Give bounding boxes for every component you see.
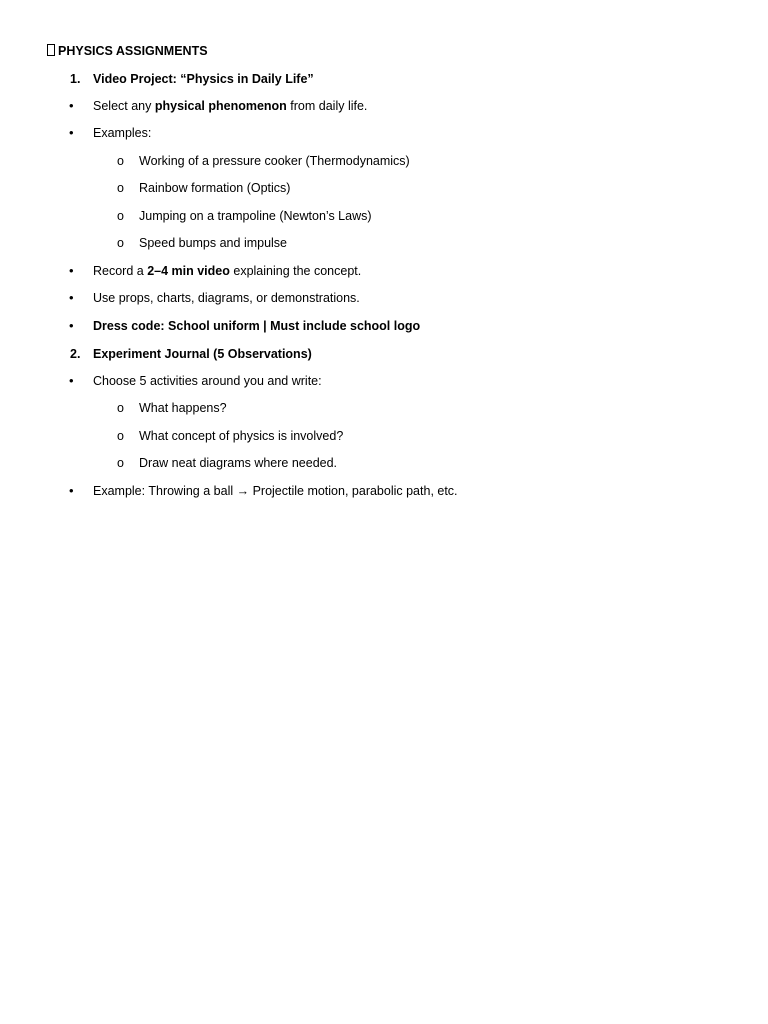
sub-bullet-marker: o [117, 181, 124, 195]
list-number-1: 1. [70, 72, 81, 86]
record-text-pre: Record a [93, 264, 148, 278]
bullet-marker: • [69, 263, 74, 278]
list-item-select [93, 98, 367, 114]
list-item-record [93, 263, 361, 279]
list-item-choose: Choose 5 activities around you and write: [93, 374, 322, 388]
sub-bullet-marker: o [117, 401, 124, 415]
section2-heading: Experiment Journal (5 Observations) [93, 347, 312, 361]
question-item: Draw neat diagrams where needed. [139, 456, 338, 470]
page-title [47, 43, 208, 59]
select-text-pre: Select any [93, 99, 155, 113]
example-item: Working of a pressure cooker (Thermodynamics) [139, 154, 410, 168]
list-item-dress-code: Dress code: School uniform | Must include school logo [93, 319, 421, 333]
select-text-bold: physical phenomenon [154, 99, 287, 113]
record-text-bold: 2–4 min video [147, 264, 230, 278]
sub-bullet-marker: o [117, 209, 124, 223]
sub-bullet-marker: o [117, 154, 124, 168]
bullet-marker: • [69, 373, 74, 388]
sub-bullet-marker: o [117, 429, 124, 443]
example-item: Jumping on a trampoline (Newton’s Laws) [139, 209, 372, 223]
sub-bullet-marker: o [117, 456, 124, 470]
list-item-props: Use props, charts, diagrams, or demonstrations. [93, 291, 360, 305]
list-item-example: Example: Throwing a ball → Projectile motion, parabolic path, etc. [93, 484, 458, 498]
examples-label: Examples: [93, 126, 152, 140]
section1-heading: Video Project: “Physics in Daily Life” [93, 72, 314, 86]
bullet-marker: • [69, 125, 74, 140]
select-text-post: from daily life. [286, 99, 368, 113]
bullet-marker: • [69, 290, 74, 305]
example-item: Speed bumps and impulse [139, 236, 288, 250]
bullet-marker: • [69, 483, 74, 498]
record-text-post: explaining the concept. [229, 264, 362, 278]
page-title-text: PHYSICS ASSIGNMENTS [58, 44, 208, 58]
list-number-2: 2. [70, 347, 81, 361]
example-item: Rainbow formation (Optics) [139, 181, 291, 195]
question-item: What happens? [139, 401, 227, 415]
bullet-marker: • [69, 318, 74, 333]
bullet-marker: • [69, 98, 74, 113]
placeholder-glyph-icon [47, 44, 55, 56]
sub-bullet-marker: o [117, 236, 124, 250]
question-item: What concept of physics is involved? [139, 429, 344, 443]
